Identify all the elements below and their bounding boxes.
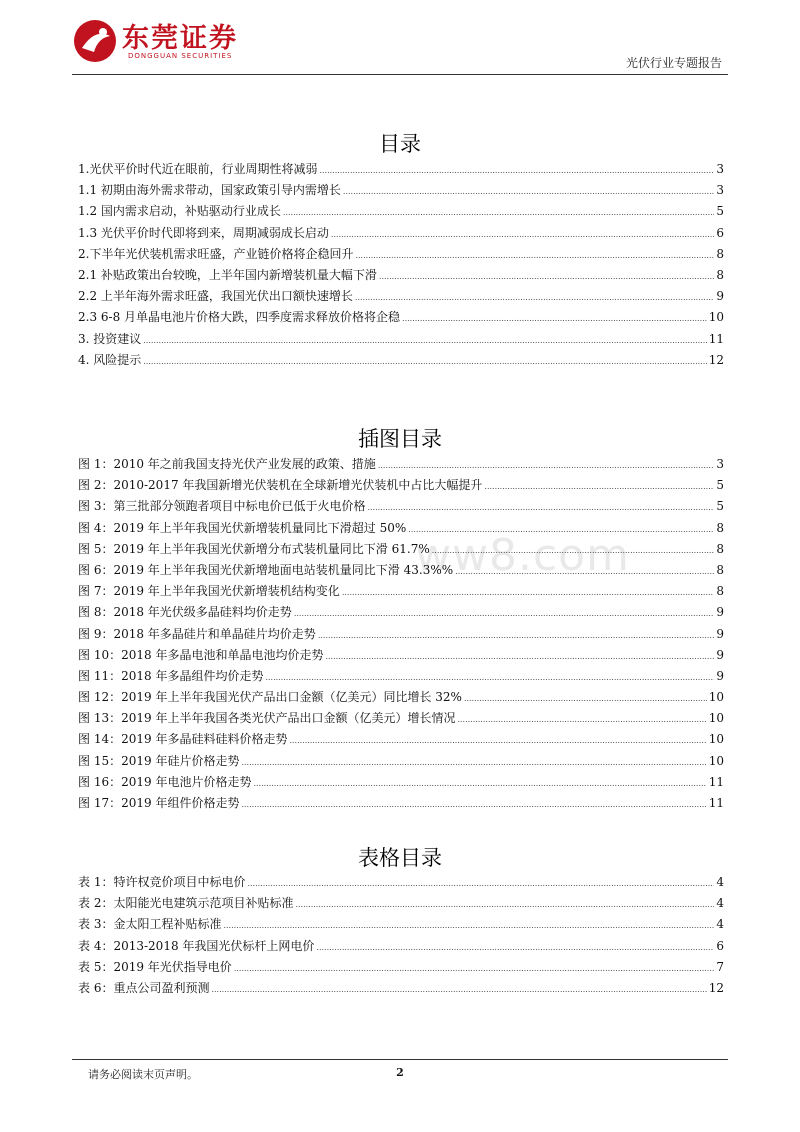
figure-entry[interactable]	[78, 730, 724, 751]
contents-entry[interactable]	[78, 287, 724, 308]
table-entry-title: 表 3：金太阳工程补贴标准	[78, 917, 222, 932]
page-number: 2	[396, 1066, 404, 1079]
figure-entry[interactable]	[78, 773, 724, 794]
table-entry-page: 7	[716, 959, 724, 974]
table-entry-page: 4	[716, 917, 724, 932]
figure-entry-page: 10	[708, 690, 724, 705]
figure-entry-page: 8	[716, 541, 724, 556]
figure-entry-title: 图 16：2019 年电池片价格走势	[78, 774, 252, 789]
dot-leader	[325, 652, 714, 661]
company-logo	[72, 12, 312, 64]
dot-leader	[295, 900, 714, 909]
contents-entry-title: 3. 投资建议	[78, 331, 142, 346]
contents-entry-page: 10	[708, 310, 724, 325]
contents-entry[interactable]	[78, 266, 724, 287]
contents-entry-page: 12	[708, 352, 724, 367]
contents-entry-title: 1.2 国内需求启动，补贴驱动行业成长	[78, 204, 281, 219]
table-entry-page: 12	[708, 980, 724, 995]
dot-leader	[343, 187, 714, 196]
contents-entry-page: 8	[716, 246, 724, 261]
figures-title: 插图目录	[358, 427, 442, 451]
figure-entry[interactable]	[78, 497, 724, 518]
figure-entry-title: 图 9：2018 年多晶硅片和单晶硅片均价走势	[78, 626, 316, 641]
dot-leader	[294, 609, 715, 618]
figure-entry-title: 图 17：2019 年组件价格走势	[78, 796, 240, 810]
figure-entry[interactable]	[78, 688, 724, 709]
dot-leader	[455, 567, 714, 576]
contents-entry-title: 2.2 上半年海外需求旺盛，我国光伏出口额快速增长	[78, 289, 353, 304]
contents-entry-title: 2.3 6-8 月单晶电池片价格大跌，四季度需求释放价格将企稳	[78, 310, 401, 325]
dot-leader	[241, 800, 706, 809]
figure-entry[interactable]	[78, 752, 724, 773]
table-entry[interactable]	[78, 915, 724, 936]
figure-entry-title: 图 11：2018 年多晶组件均价走势	[78, 668, 264, 683]
footer-divider	[72, 1059, 728, 1060]
figure-entry-title: 图 3：第三批部分领跑者项目中标电价已低于火电价格	[78, 499, 366, 514]
figure-entry[interactable]	[78, 540, 724, 561]
figure-entry-page: 10	[708, 711, 724, 726]
tables-title: 表格目录	[358, 846, 442, 870]
dot-leader	[367, 503, 714, 512]
contents-entry-title: 1.1 初期由海外需求带动，国家政策引导内需增长	[78, 183, 341, 198]
table-entry-page: 6	[716, 938, 724, 953]
dot-leader	[355, 251, 714, 260]
tables-list	[78, 873, 724, 1000]
logo-emblem-icon	[72, 18, 118, 64]
dot-leader	[247, 879, 714, 888]
figure-entry-title: 图 4：2019 年上半年我国光伏新增装机量同比下滑超过 50%	[78, 520, 407, 535]
dot-leader	[464, 694, 707, 703]
figure-entry-title: 图 7：2019 年上半年我国光伏新增装机结构变化	[78, 584, 340, 599]
figure-entry-title: 图 5：2019 年上半年我国光伏新增分布式装机量同比下滑 61.7%	[78, 541, 430, 556]
dot-leader	[223, 921, 714, 930]
figure-entry[interactable]	[78, 709, 724, 730]
dot-leader	[342, 588, 715, 597]
contents-entry-page: 9	[716, 289, 724, 304]
logo-chinese-name: 东莞证券	[122, 23, 238, 54]
figure-entry-page: 10	[708, 753, 724, 768]
contents-entry-title: 1.3 光伏平价时代即将到来，周期减弱成长启动	[78, 225, 329, 240]
table-entry-page: 4	[716, 875, 724, 889]
contents-entry[interactable]	[78, 224, 724, 245]
dot-leader	[408, 525, 714, 534]
figure-entry-page: 10	[708, 732, 724, 747]
dot-leader	[265, 673, 714, 682]
figure-entry[interactable]	[78, 519, 724, 540]
contents-entry-title: 1.光伏平价时代近在眼前，行业周期性将减弱	[78, 162, 318, 176]
figure-entry-title: 图 12：2019 年上半年我国光伏产品出口金额（亿美元）同比增长 32%	[78, 690, 462, 705]
figure-entry[interactable]	[78, 794, 724, 815]
figure-entry[interactable]	[78, 476, 724, 497]
dot-leader	[484, 482, 714, 491]
contents-entry[interactable]	[78, 160, 724, 181]
table-entry[interactable]	[78, 937, 724, 958]
dot-leader	[432, 546, 715, 555]
dot-leader	[283, 208, 714, 217]
figure-entry[interactable]	[78, 455, 724, 476]
contents-entry[interactable]	[78, 308, 724, 329]
figure-entry-title: 图 10：2018 年多晶电池和单晶电池均价走势	[78, 647, 324, 662]
table-entry-title: 表 1：特许权竞价项目中标电价	[78, 875, 246, 889]
table-entry-title: 表 5：2019 年光伏指导电价	[78, 959, 232, 974]
watermark: ww8.com	[415, 530, 630, 581]
logo-english-name: DONGGUAN SECURITIES	[128, 52, 233, 60]
table-entry-title: 表 2：太阳能光电建筑示范项目补贴标准	[78, 896, 294, 911]
dot-leader	[319, 166, 714, 175]
figures-list	[78, 455, 724, 815]
contents-list	[78, 160, 724, 372]
contents-entry[interactable]	[78, 181, 724, 202]
contents-entry-page: 6	[716, 225, 724, 240]
contents-entry-page: 3	[716, 162, 724, 176]
table-entry[interactable]	[78, 979, 724, 1000]
dot-leader	[143, 357, 706, 366]
figure-entry-page: 9	[716, 668, 724, 683]
figure-entry[interactable]	[78, 625, 724, 646]
dot-leader	[331, 230, 714, 239]
figure-entry[interactable]	[78, 561, 724, 582]
table-entry[interactable]	[78, 873, 724, 894]
dot-leader	[234, 964, 715, 973]
figure-entry-title: 图 1：2010 年之前我国支持光伏产业发展的政策、措施	[78, 457, 376, 471]
contents-entry-page: 5	[716, 204, 724, 219]
disclaimer-note: 请务必阅读末页声明。	[88, 1068, 198, 1081]
figure-entry[interactable]	[78, 646, 724, 667]
figure-entry-title: 图 15：2019 年硅片价格走势	[78, 753, 240, 768]
dot-leader	[316, 943, 714, 952]
figure-entry-page: 3	[716, 457, 724, 471]
table-entry[interactable]	[78, 958, 724, 979]
contents-entry-title: 4. 风险提示	[78, 352, 142, 367]
contents-entry-page: 8	[716, 267, 724, 282]
report-type: 光伏行业专题报告	[625, 56, 722, 70]
dot-leader	[289, 736, 706, 745]
figure-entry-title: 图 8：2018 年光伏级多晶硅料均价走势	[78, 605, 292, 620]
contents-entry[interactable]	[78, 351, 724, 372]
dot-leader	[211, 985, 706, 994]
table-entry-page: 4	[716, 896, 724, 911]
figure-entry-page: 8	[716, 520, 724, 535]
page-header	[0, 0, 800, 80]
dot-leader	[402, 314, 707, 323]
contents-entry-title: 2.1 补贴政策出台较晚，上半年国内新增装机量大幅下滑	[78, 267, 377, 282]
table-entry-title: 表 4：2013-2018 年我国光伏标杆上网电价	[78, 938, 315, 953]
contents-entry[interactable]	[78, 330, 724, 351]
figure-entry[interactable]	[78, 603, 724, 624]
figure-entry-page: 9	[716, 605, 724, 620]
figure-entry-page: 9	[716, 647, 724, 662]
table-entry[interactable]	[78, 894, 724, 915]
contents-entry[interactable]	[78, 245, 724, 266]
figure-entry-page: 8	[716, 584, 724, 599]
figure-entry-title: 图 13：2019 年上半年我国各类光伏产品出口金额（亿美元）增长情况	[78, 711, 456, 726]
figure-entry[interactable]	[78, 582, 724, 603]
dot-leader	[355, 293, 714, 302]
dot-leader	[143, 336, 706, 345]
table-entry-title: 表 6：重点公司盈利预测	[78, 980, 210, 995]
figure-entry-page: 11	[708, 774, 724, 789]
dot-leader	[253, 779, 706, 788]
header-divider	[72, 74, 728, 75]
contents-entry-page: 3	[716, 183, 724, 198]
dot-leader	[457, 715, 706, 724]
figure-entry-page: 5	[716, 499, 724, 514]
dot-leader	[241, 758, 706, 767]
figure-entry-page: 11	[708, 796, 724, 810]
contents-entry-title: 2.下半年光伏装机需求旺盛，产业链价格将企稳回升	[78, 246, 354, 261]
contents-entry-page: 11	[708, 331, 724, 346]
dot-leader	[318, 631, 715, 640]
figure-entry-title: 图 14：2019 年多晶硅料硅料价格走势	[78, 732, 288, 747]
dot-leader	[379, 272, 714, 281]
dot-leader	[378, 461, 715, 470]
figure-entry-page: 8	[716, 562, 724, 577]
contents-title: 目录	[379, 132, 421, 156]
figure-entry-title: 图 2：2010-2017 年我国新增光伏装机在全球新增光伏装机中占比大幅提升	[78, 478, 483, 493]
figure-entry-page: 9	[716, 626, 724, 641]
contents-entry[interactable]	[78, 202, 724, 223]
figure-entry-page: 5	[716, 478, 724, 493]
figure-entry-title: 图 6：2019 年上半年我国光伏新增地面电站装机量同比下滑 43.3%%	[78, 562, 454, 577]
figure-entry[interactable]	[78, 667, 724, 688]
